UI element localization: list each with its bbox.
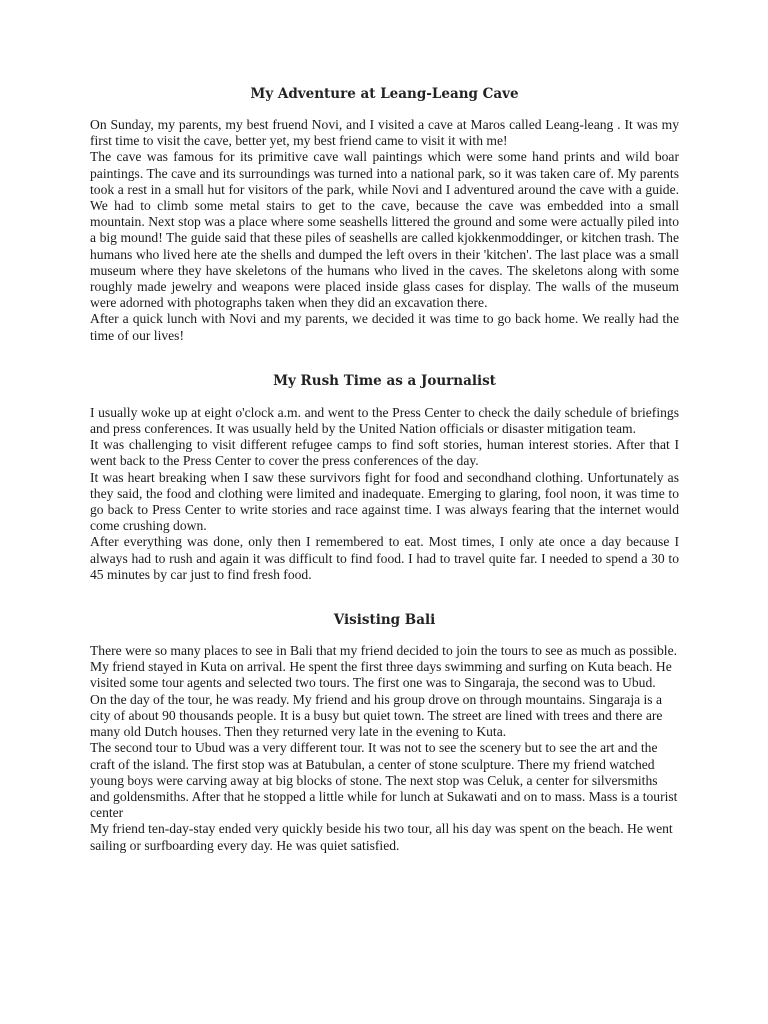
paragraph: After everything was done, only then I remembered to eat. Most times, I only ate once a day because I always had to rush and again it was difficult to find food. I had to travel quite far. I needed to spend a 30 to 45 minutes by car just to find fresh food. — [90, 534, 679, 582]
section-bali — [90, 612, 679, 854]
paragraph: After a quick lunch with Novi and my parents, we decided it was time to go back home. We really had the time of our lives! — [90, 311, 679, 343]
paragraph: My friend ten-day-stay ended very quickly beside his two tour, all his day was spent on the beach. He went sailing or surfboarding every day. He was quiet satisfied. — [90, 821, 673, 853]
document-page — [90, 86, 679, 854]
section-title: My Adventure at Leang-Leang Cave — [250, 86, 519, 102]
paragraph: On Sunday, my parents, my best fruend Novi, and I visited a cave at Maros called Leang-leang . It was my first time to visit the cave, better yet, my best friend came to visit it with me! — [90, 117, 679, 149]
paragraph: The second tour to Ubud was a very different tour. It was not to see the scenery but to see the art and the craft of the island. The first stop was at Batubulan, a center of stone sculpture. There my friend watched young boys were carving away at big blocks of stone. The next stop was Celuk, a center for silversmiths and goldensmiths. After that he stopped a little while for lunch at Sukawati and on to mass. Mass is a tourist center — [90, 740, 678, 821]
paragraph: It was challenging to visit different refugee camps to find soft stories, human interest stories. After that I went back to the Press Center to cover the press conferences of the day. — [90, 437, 679, 469]
section-journalist — [90, 373, 679, 583]
section-leang-leang — [90, 86, 679, 344]
paragraph: It was heart breaking when I saw these survivors fight for food and secondhand clothing. Unfortunately as they said, the food and clothing were limited and inadequate. Emerging to glaring, fool noon, it was time to go back to Press Center to write stories and race against time. I was always fearing that the internet would come crushing down. — [90, 469, 679, 534]
section-title: My Rush Time as a Journalist — [273, 372, 496, 389]
paragraph: On the day of the tour, he was ready. My friend and his group drove on through mountains. Singaraja is a city of about 90 thousands people. It is a busy but quiet town. The street are lined with trees and there are many old Dutch houses. Then they returned very late in the evening to Kuta. — [90, 691, 663, 740]
paragraph: I usually woke up at eight o'clock a.m. and went to the Press Center to check the daily schedule of briefings and press conferences. It was usually held by the United Nation officials or disaster mitigation team. — [90, 404, 679, 437]
section-title: Visisting Bali — [333, 612, 436, 629]
paragraph: The cave was famous for its primitive cave wall paintings which were some hand prints and wild boar paintings. The cave and its surroundings was turned into a national park, so it was taken care of. My parents took a rest in a small hut for visitors of the park, while Novi and I adventured around the cave with a guide. We had to climb some metal stairs to get to the cave, because the cave was embedded into a small mountain. Next stop was a place where some seashells littered the ground and some were actually piled into a big mound! The guide said that these piles of seashells are called kjokkenmoddinger, or kitchen trash. The humans who lived here ate the shells and dumped the left overs in their 'kitchen'. The last place was a small museum where they have skeletons of the humans who lived in the caves. The skeletons along with some roughly made jewelry and weapons were placed inside glass cases for display. The walls of the museum were adorned with photographs taken when they did an excavation there. — [90, 149, 679, 311]
paragraph: There were so many places to see in Bali that my friend decided to join the tours to see as much as possible. My friend stayed in Kuta on arrival. He spent the first three days swimming and surfing on Kuta beach. He visited some tour agents and selected two tours. The first one was to Singaraja, the second was to Ubud. — [90, 643, 678, 691]
